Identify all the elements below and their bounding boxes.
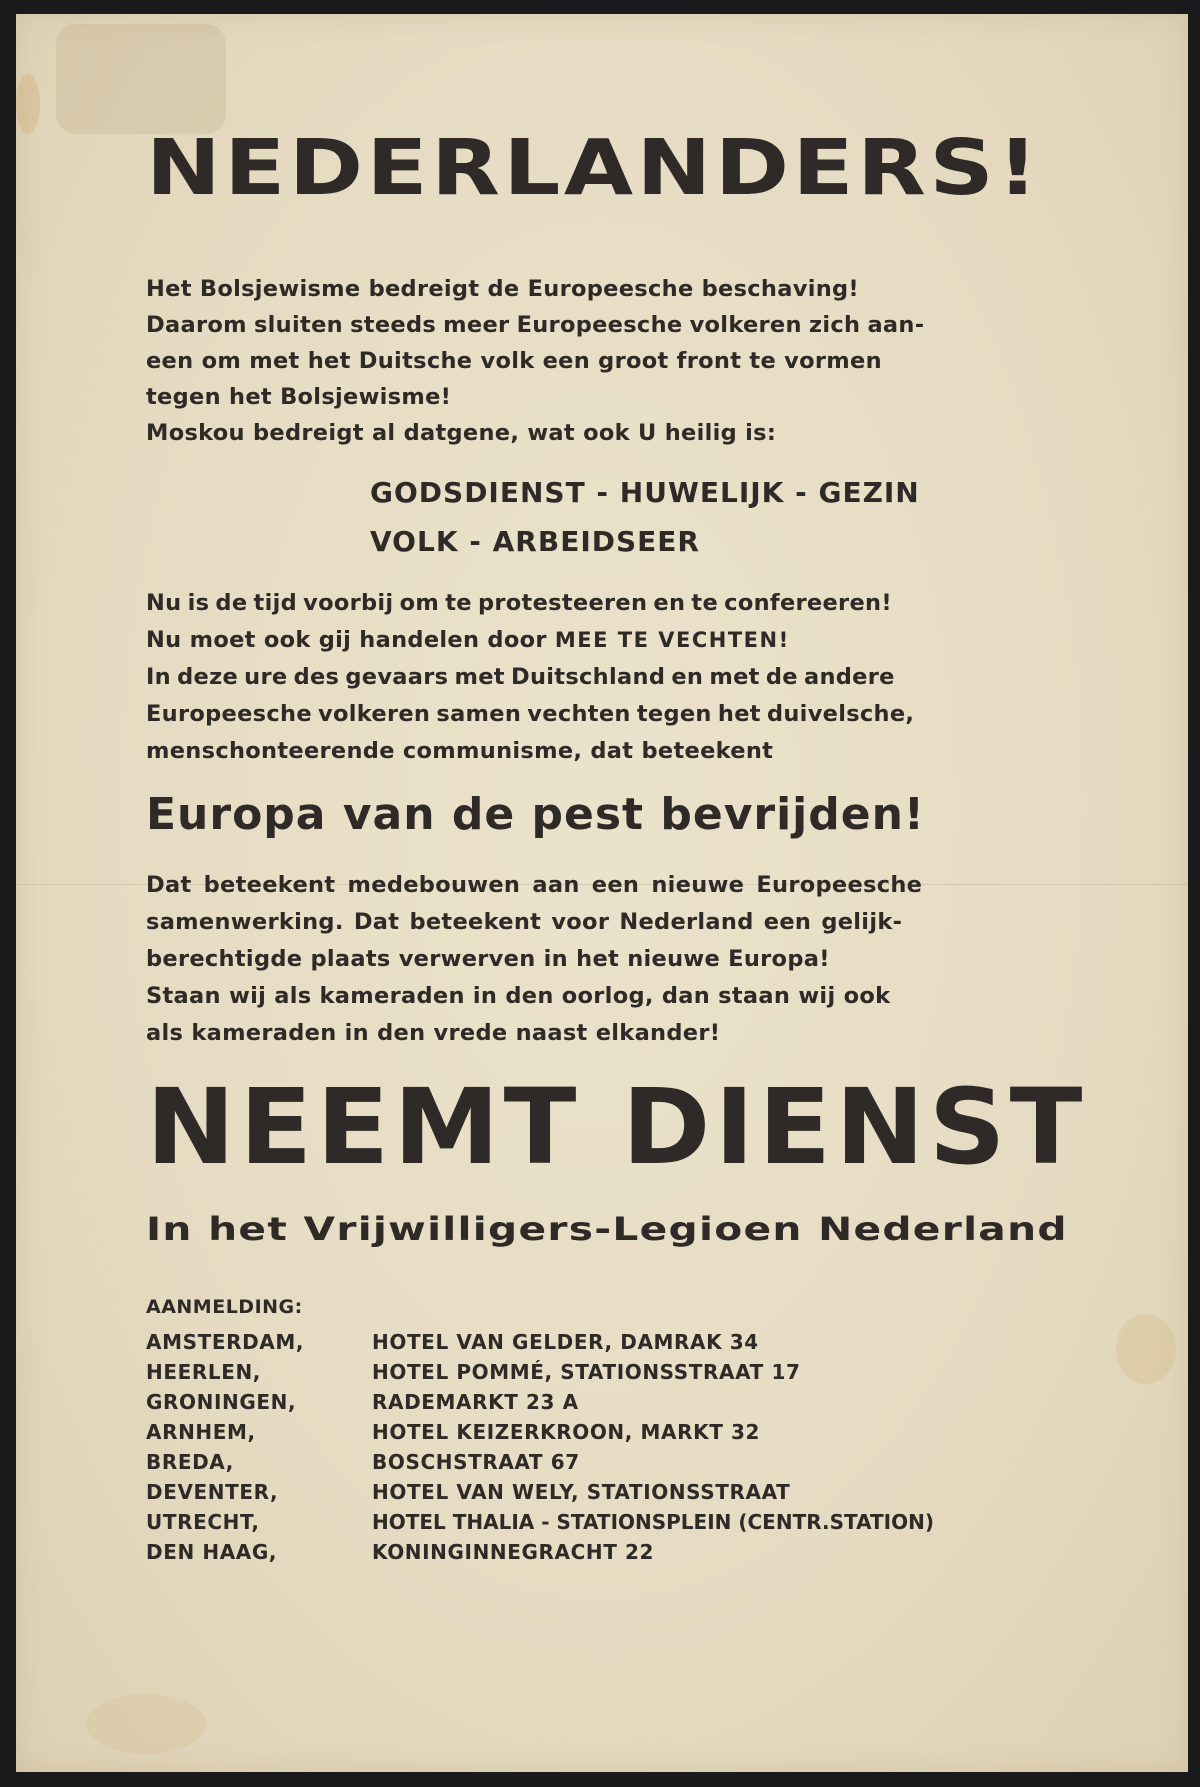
outcome-line: berechtigde plaats verwerven in het nieuwe Europa! bbox=[146, 946, 830, 972]
registration-city: AMSTERDAM, bbox=[146, 1330, 305, 1354]
registration-city: ARNHEM, bbox=[146, 1420, 256, 1444]
registration-address: HOTEL THALIA - STATIONSPLEIN (CENTR.STATION) bbox=[372, 1510, 934, 1534]
call-line: menschonteerende communisme, dat beteekent bbox=[146, 738, 774, 764]
registration-address: BOSCHSTRAAT 67 bbox=[372, 1450, 580, 1474]
paper-stain bbox=[56, 24, 226, 134]
call-line: Nu is de tijd voorbij om te protesteeren en te confereeren! bbox=[146, 590, 892, 616]
call-line: In deze ure des gevaars met Duitschland en met de andere bbox=[146, 664, 895, 690]
call-to-action: NEEMT DIENST bbox=[146, 1066, 1087, 1188]
paper-stain bbox=[16, 74, 40, 134]
poster-headline: NEDERLANDERS! bbox=[146, 124, 1042, 213]
outcome-line: Staan wij als kameraden in den oorlog, dan staan wij ook bbox=[146, 983, 891, 1009]
registration-city: UTRECHT, bbox=[146, 1510, 260, 1534]
registration-address: KONINGINNEGRACHT 22 bbox=[372, 1540, 655, 1564]
outcome-line: Dat beteekent medebouwen aan een nieuwe Europeesche bbox=[146, 872, 923, 898]
registration-address: HOTEL POMMÉ, STATIONSSTRAAT 17 bbox=[372, 1360, 801, 1384]
call-line bbox=[146, 629, 790, 652]
outcome-line: als kameraden in den vrede naast elkander! bbox=[146, 1020, 721, 1046]
call-line-text: Nu moet ook gij handelen door bbox=[146, 627, 555, 653]
registration-city: DEVENTER, bbox=[146, 1480, 279, 1504]
poster-slogan: Europa van de pest bevrijden! bbox=[146, 789, 925, 840]
registration-city: BREDA, bbox=[146, 1450, 234, 1474]
call-line-emphasis: MEE TE VECHTEN! bbox=[554, 628, 790, 652]
paper-stain bbox=[1116, 1314, 1176, 1384]
intro-line: Moskou bedreigt al datgene, wat ook U heilig is: bbox=[146, 420, 777, 446]
intro-line: een om met het Duitsche volk een groot front te vormen bbox=[146, 348, 882, 374]
intro-line: Het Bolsjewisme bedreigt de Europeesche beschaving! bbox=[146, 276, 859, 302]
registration-city: GRONINGEN, bbox=[146, 1390, 297, 1414]
paper-stain bbox=[86, 1694, 206, 1754]
registration-address: RADEMARKT 23 A bbox=[372, 1390, 579, 1414]
registration-address: HOTEL KEIZERKROON, MARKT 32 bbox=[372, 1420, 761, 1444]
registration-city: HEERLEN, bbox=[146, 1360, 262, 1384]
registration-address: HOTEL VAN GELDER, DAMRAK 34 bbox=[372, 1330, 759, 1354]
values-line: GODSDIENST - HUWELIJK - GEZIN bbox=[370, 476, 920, 509]
outcome-line: samenwerking. Dat beteekent voor Nederland een gelijk- bbox=[146, 909, 903, 935]
registration-address: HOTEL VAN WELY, STATIONSSTRAAT bbox=[372, 1480, 791, 1504]
intro-line: Daarom sluiten steeds meer Europeesche volkeren zich aan- bbox=[146, 312, 925, 338]
values-line: VOLK - ARBEIDSEER bbox=[370, 525, 700, 558]
call-line: Europeesche volkeren samen vechten tegen het duivelsche, bbox=[146, 701, 915, 727]
registration-city: DEN HAAG, bbox=[146, 1540, 278, 1564]
intro-line: tegen het Bolsjewisme! bbox=[146, 384, 452, 410]
registration-heading: AANMELDING: bbox=[146, 1296, 303, 1318]
legion-line: In het Vrijwilligers-Legioen Nederland bbox=[146, 1210, 1068, 1248]
